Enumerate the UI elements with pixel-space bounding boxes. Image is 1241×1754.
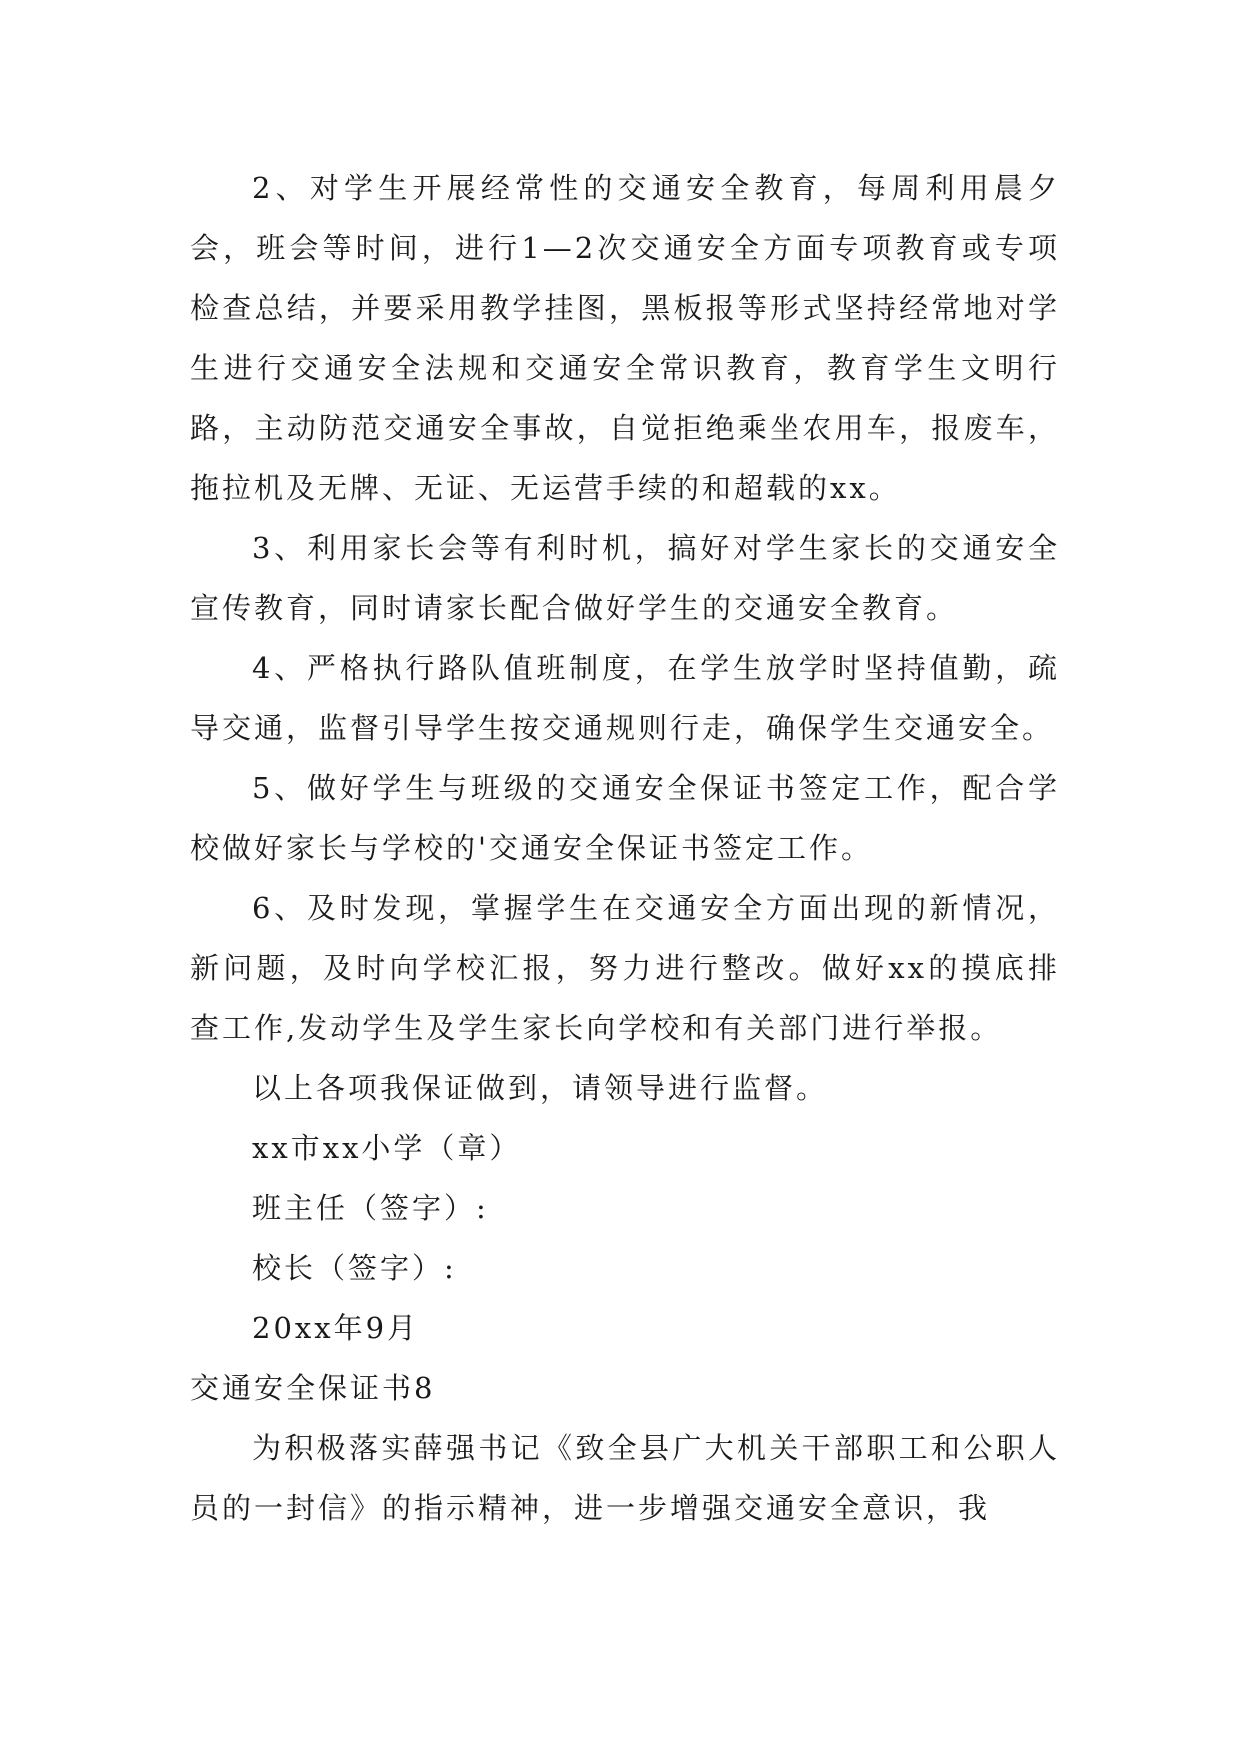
paragraph-item-4: 4、严格执行路队值班制度，在学生放学时坚持值勤，疏导交通，监督引导学生按交通规则行走，确保学生交通安全。: [190, 651, 1060, 745]
document-body: [190, 158, 1060, 1538]
principal-signature-line: 校长（签字）:: [252, 1251, 457, 1285]
section-title: 交通安全保证书8: [190, 1371, 436, 1405]
paragraph-item-3: 3、利用家长会等有利时机，搞好对学生家长的交通安全宣传教育，同时请家长配合做好学生的交通安全教育。: [190, 531, 1060, 625]
paragraph-item-5: 5、做好学生与班级的交通安全保证书签定工作，配合学校做好家长与学校的'交通安全保证书签定工作。: [190, 771, 1060, 865]
next-section-paragraph: 为积极落实薛强书记《致全县广大机关干部职工和公职人员的一封信》的指示精神，进一步增强交通安全意识，我: [190, 1431, 1060, 1525]
head-teacher-signature-line: 班主任（签字）:: [252, 1191, 489, 1225]
date-line: 20xx年9月: [252, 1311, 420, 1345]
paragraph-item-6: 6、及时发现，掌握学生在交通安全方面出现的新情况，新问题，及时向学校汇报，努力进行整改。做好xx的摸底排查工作,发动学生及学生家长向学校和有关部门进行举报。: [190, 891, 1060, 1045]
paragraph-item-2: 2、对学生开展经常性的交通安全教育，每周利用晨夕会，班会等时间，进行1—2次交通安全方面专项教育或专项检查总结，并要采用教学挂图，黑板报等形式坚持经常地对学生进行交通安全法规和交通安全常识教育，教育学生文明行路，主动防范交通安全事故，自觉拒绝乘坐农用车，报废车，拖拉机及无牌、无证、无运营手续的和超载的xx。: [190, 171, 1060, 505]
guarantee-statement: 以上各项我保证做到，请领导进行监督。: [252, 1071, 829, 1105]
school-seal-line: xx市xx小学（章）: [252, 1131, 522, 1165]
